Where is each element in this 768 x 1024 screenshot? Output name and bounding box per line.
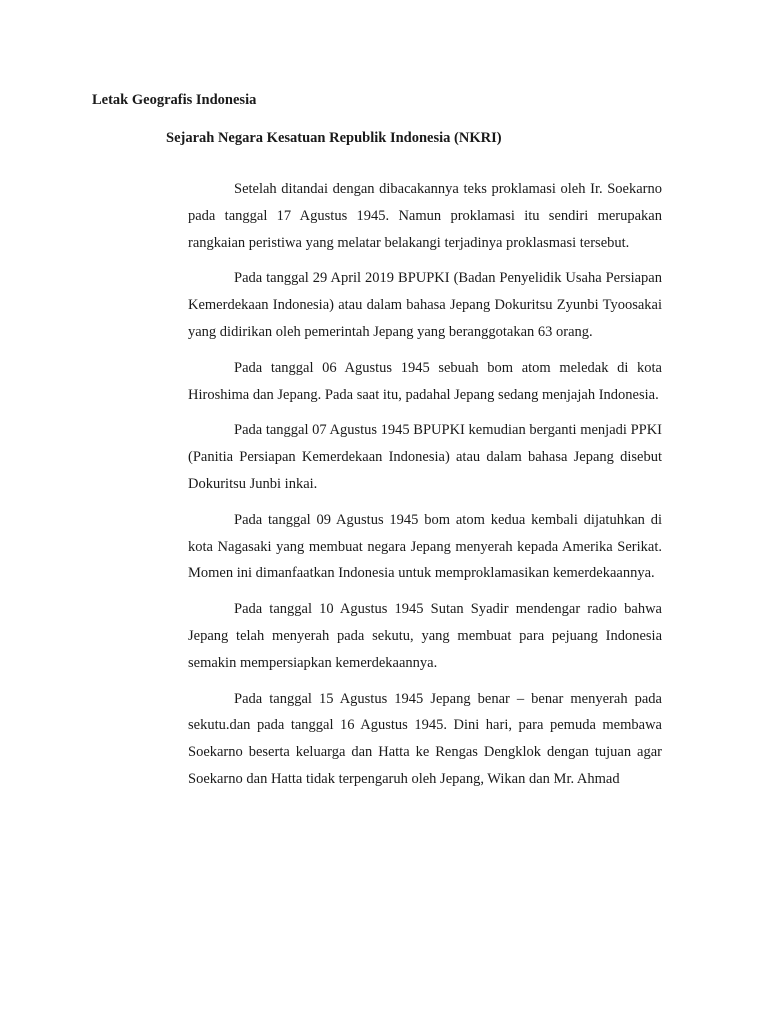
- section-title: Sejarah Negara Kesatuan Republik Indonesia (NKRI): [166, 130, 502, 146]
- paragraph: Pada tanggal 15 Agustus 1945 Jepang benar – benar menyerah pada sekutu.dan pada tanggal 16 Agustus 1945. Dini hari, para pemuda membawa Soekarno beserta keluarga dan Hatta ke Rengas Dengklok dengan tujuan agar Soekarno dan Hatta tidak terpengaruh oleh Jepang, Wikan dan Mr. Ahmad: [188, 690, 662, 787]
- paragraph: Pada tanggal 10 Agustus 1945 Sutan Syadir mendengar radio bahwa Jepang telah menyerah pada sekutu, yang membuat para pejuang Indonesia semakin mempersiapkan kemerdekaannya.: [188, 601, 662, 671]
- paragraph: Pada tanggal 06 Agustus 1945 sebuah bom atom meledak di kota Hiroshima dan Jepang. Pada saat itu, padahal Jepang sedang menjajah Indonesia.: [188, 359, 662, 403]
- document-title: Letak Geografis Indonesia: [92, 92, 257, 108]
- paragraph: Setelah ditandai dengan dibacakannya teks proklamasi oleh Ir. Soekarno pada tanggal 17 Agustus 1945. Namun proklamasi itu sendiri merupakan rangkaian peristiwa yang melatar belakangi terjadinya proklasmasi tersebut.: [188, 181, 662, 251]
- document-body: [188, 176, 662, 802]
- paragraph: Pada tanggal 07 Agustus 1945 BPUPKI kemudian berganti menjadi PPKI (Panitia Persiapan Kemerdekaan Indonesia) atau dalam bahasa Jepang disebut Dokuritsu Junbi inkai.: [188, 422, 662, 492]
- paragraph: Pada tanggal 09 Agustus 1945 bom atom kedua kembali dijatuhkan di kota Nagasaki yang membuat negara Jepang menyerah kepada Amerika Serikat. Momen ini dimanfaatkan Indonesia untuk memproklamasikan kemerdekaannya.: [188, 511, 662, 582]
- paragraph: Pada tanggal 29 April 2019 BPUPKI (Badan Penyelidik Usaha Persiapan Kemerdekaan Indonesia) atau dalam bahasa Jepang Dokuritsu Zyunbi Tyoosakai yang didirikan oleh pemerintah Jepang yang beranggotakan 63 orang.: [188, 270, 662, 340]
